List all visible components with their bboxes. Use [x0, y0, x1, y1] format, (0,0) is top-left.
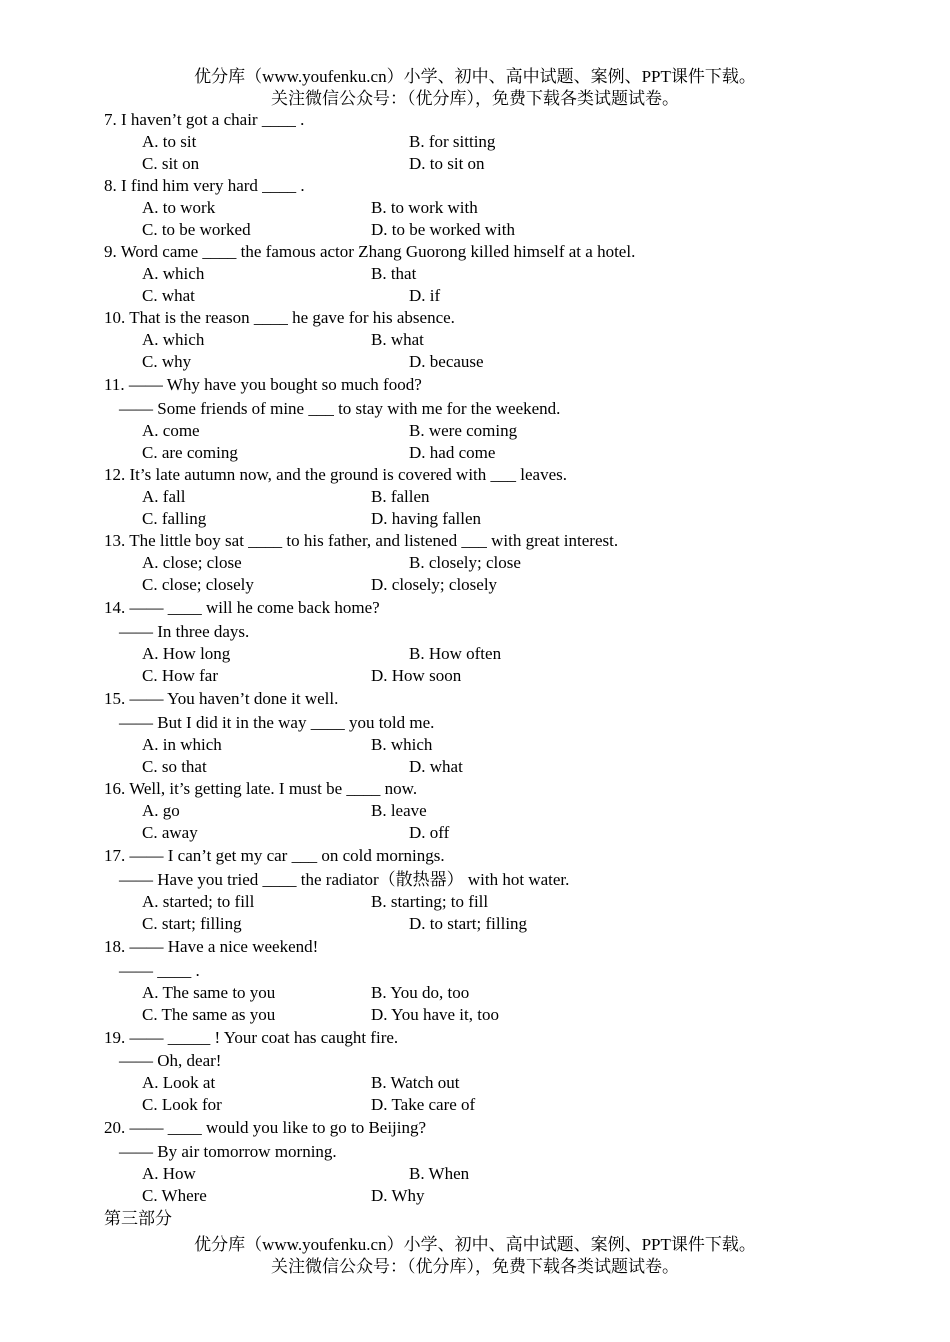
- question-19-option-b: B. Watch out: [371, 1073, 460, 1092]
- question-15-option-a: A. in which: [142, 735, 222, 754]
- question-8-option-b: B. to work with: [371, 198, 478, 217]
- question-11-option-a: A. come: [142, 421, 200, 440]
- question-17-option-d: D. to start; filling: [409, 914, 528, 933]
- question-19-stem: 19. —— _____ ! Your coat has caught fire.: [104, 1028, 399, 1047]
- question-11-reply: —— Some friends of mine ___ to stay with me for the weekend.: [119, 399, 561, 418]
- question-12-stem: 12. It’s late autumn now, and the ground is covered with ___ leaves.: [104, 465, 567, 484]
- question-17-option-a: A. started; to fill: [142, 892, 255, 911]
- question-10-stem: 10. That is the reason ____ he gave for his absence.: [104, 308, 455, 327]
- header-line-2: 关注微信公众号：（优分库），免费下载各类试题试卷。: [271, 89, 679, 108]
- question-9-option-c: C. what: [142, 286, 195, 305]
- question-19-option-d: D. Take care of: [371, 1095, 476, 1114]
- question-10-option-c: C. why: [142, 352, 192, 371]
- question-19-reply: —— Oh, dear!: [119, 1051, 222, 1070]
- question-19-option-c: C. Look for: [142, 1095, 222, 1114]
- question-10-option-d: D. because: [409, 352, 484, 371]
- question-9-option-d: D. if: [409, 286, 441, 305]
- question-15-option-c: C. so that: [142, 757, 207, 776]
- question-7-option-b: B. for sitting: [409, 132, 496, 151]
- section-title: 第三部分: [104, 1209, 172, 1228]
- question-16-option-a: A. go: [142, 801, 180, 820]
- question-15-option-b: B. which: [371, 735, 433, 754]
- question-8-option-a: A. to work: [142, 198, 216, 217]
- question-10-option-a: A. which: [142, 330, 205, 349]
- question-18-option-d: D. You have it, too: [371, 1005, 499, 1024]
- question-13-option-a: A. close; close: [142, 553, 242, 572]
- question-9-option-b: B. that: [371, 264, 417, 283]
- question-11-stem: 11. —— Why have you bought so much food?: [104, 375, 422, 394]
- question-13-stem: 13. The little boy sat ____ to his father, and listened ___ with great interest.: [104, 531, 619, 550]
- question-12-option-b: B. fallen: [371, 487, 430, 506]
- question-13-option-b: B. closely; close: [409, 553, 521, 572]
- question-18-stem: 18. —— Have a nice weekend!: [104, 937, 319, 956]
- question-20-option-b: B. When: [409, 1164, 470, 1183]
- question-8-option-c: C. to be worked: [142, 220, 251, 239]
- question-8-stem: 8. I find him very hard ____ .: [104, 176, 305, 195]
- question-11-option-d: D. had come: [409, 443, 496, 462]
- question-18-option-b: B. You do, too: [371, 983, 470, 1002]
- question-11-option-c: C. are coming: [142, 443, 238, 462]
- question-19-option-a: A. Look at: [142, 1073, 216, 1092]
- question-20-option-d: D. Why: [371, 1186, 425, 1205]
- question-12-option-c: C. falling: [142, 509, 207, 528]
- header-line-1: 优分库（www.youfenku.cn）小学、初中、高中试题、案例、PPT课件下载。: [194, 67, 756, 86]
- question-15-option-d: D. what: [409, 757, 463, 776]
- question-9-option-a: A. which: [142, 264, 205, 283]
- question-16-stem: 16. Well, it’s getting late. I must be ____ now.: [104, 779, 418, 798]
- question-11-option-b: B. were coming: [409, 421, 518, 440]
- question-9-stem: 9. Word came ____ the famous actor Zhang Guorong killed himself at a hotel.: [104, 242, 636, 261]
- question-16-option-c: C. away: [142, 823, 198, 842]
- question-7-stem: 7. I haven’t got a chair ____ .: [104, 110, 305, 129]
- question-8-option-d: D. to be worked with: [371, 220, 516, 239]
- question-14-option-b: B. How often: [409, 644, 502, 663]
- question-7-option-a: A. to sit: [142, 132, 197, 151]
- footer-line-1: 优分库（www.youfenku.cn）小学、初中、高中试题、案例、PPT课件下载。: [194, 1235, 756, 1254]
- question-10-option-b: B. what: [371, 330, 424, 349]
- question-12-option-d: D. having fallen: [371, 509, 481, 528]
- question-14-stem: 14. —— ____ will he come back home?: [104, 598, 380, 617]
- question-14-option-c: C. How far: [142, 666, 219, 685]
- question-17-option-b: B. starting; to fill: [371, 892, 489, 911]
- question-14-option-d: D. How soon: [371, 666, 462, 685]
- question-14-reply: —— In three days.: [119, 622, 250, 641]
- question-20-stem: 20. —— ____ would you like to go to Beijing?: [104, 1118, 427, 1137]
- question-7-option-d: D. to sit on: [409, 154, 485, 173]
- question-13-option-c: C. close; closely: [142, 575, 254, 594]
- question-17-option-c: C. start; filling: [142, 914, 242, 933]
- question-13-option-d: D. closely; closely: [371, 575, 498, 594]
- question-17-reply: —— Have you tried ____ the radiator（散热器） with hot water.: [119, 870, 570, 889]
- question-18-reply: —— ____ .: [119, 961, 200, 980]
- question-18-option-c: C. The same as you: [142, 1005, 276, 1024]
- question-16-option-b: B. leave: [371, 801, 427, 820]
- question-20-reply: —— By air tomorrow morning.: [119, 1142, 337, 1161]
- question-12-option-a: A. fall: [142, 487, 186, 506]
- footer-line-2: 关注微信公众号：（优分库），免费下载各类试题试卷。: [271, 1257, 679, 1276]
- question-18-option-a: A. The same to you: [142, 983, 276, 1002]
- question-15-reply: —— But I did it in the way ____ you told me.: [119, 713, 435, 732]
- question-16-option-d: D. off: [409, 823, 450, 842]
- question-20-option-a: A. How: [142, 1164, 196, 1183]
- question-15-stem: 15. —— You haven’t done it well.: [104, 689, 339, 708]
- question-17-stem: 17. —— I can’t get my car ___ on cold mornings.: [104, 846, 445, 865]
- question-14-option-a: A. How long: [142, 644, 231, 663]
- question-7-option-c: C. sit on: [142, 154, 200, 173]
- question-20-option-c: C. Where: [142, 1186, 207, 1205]
